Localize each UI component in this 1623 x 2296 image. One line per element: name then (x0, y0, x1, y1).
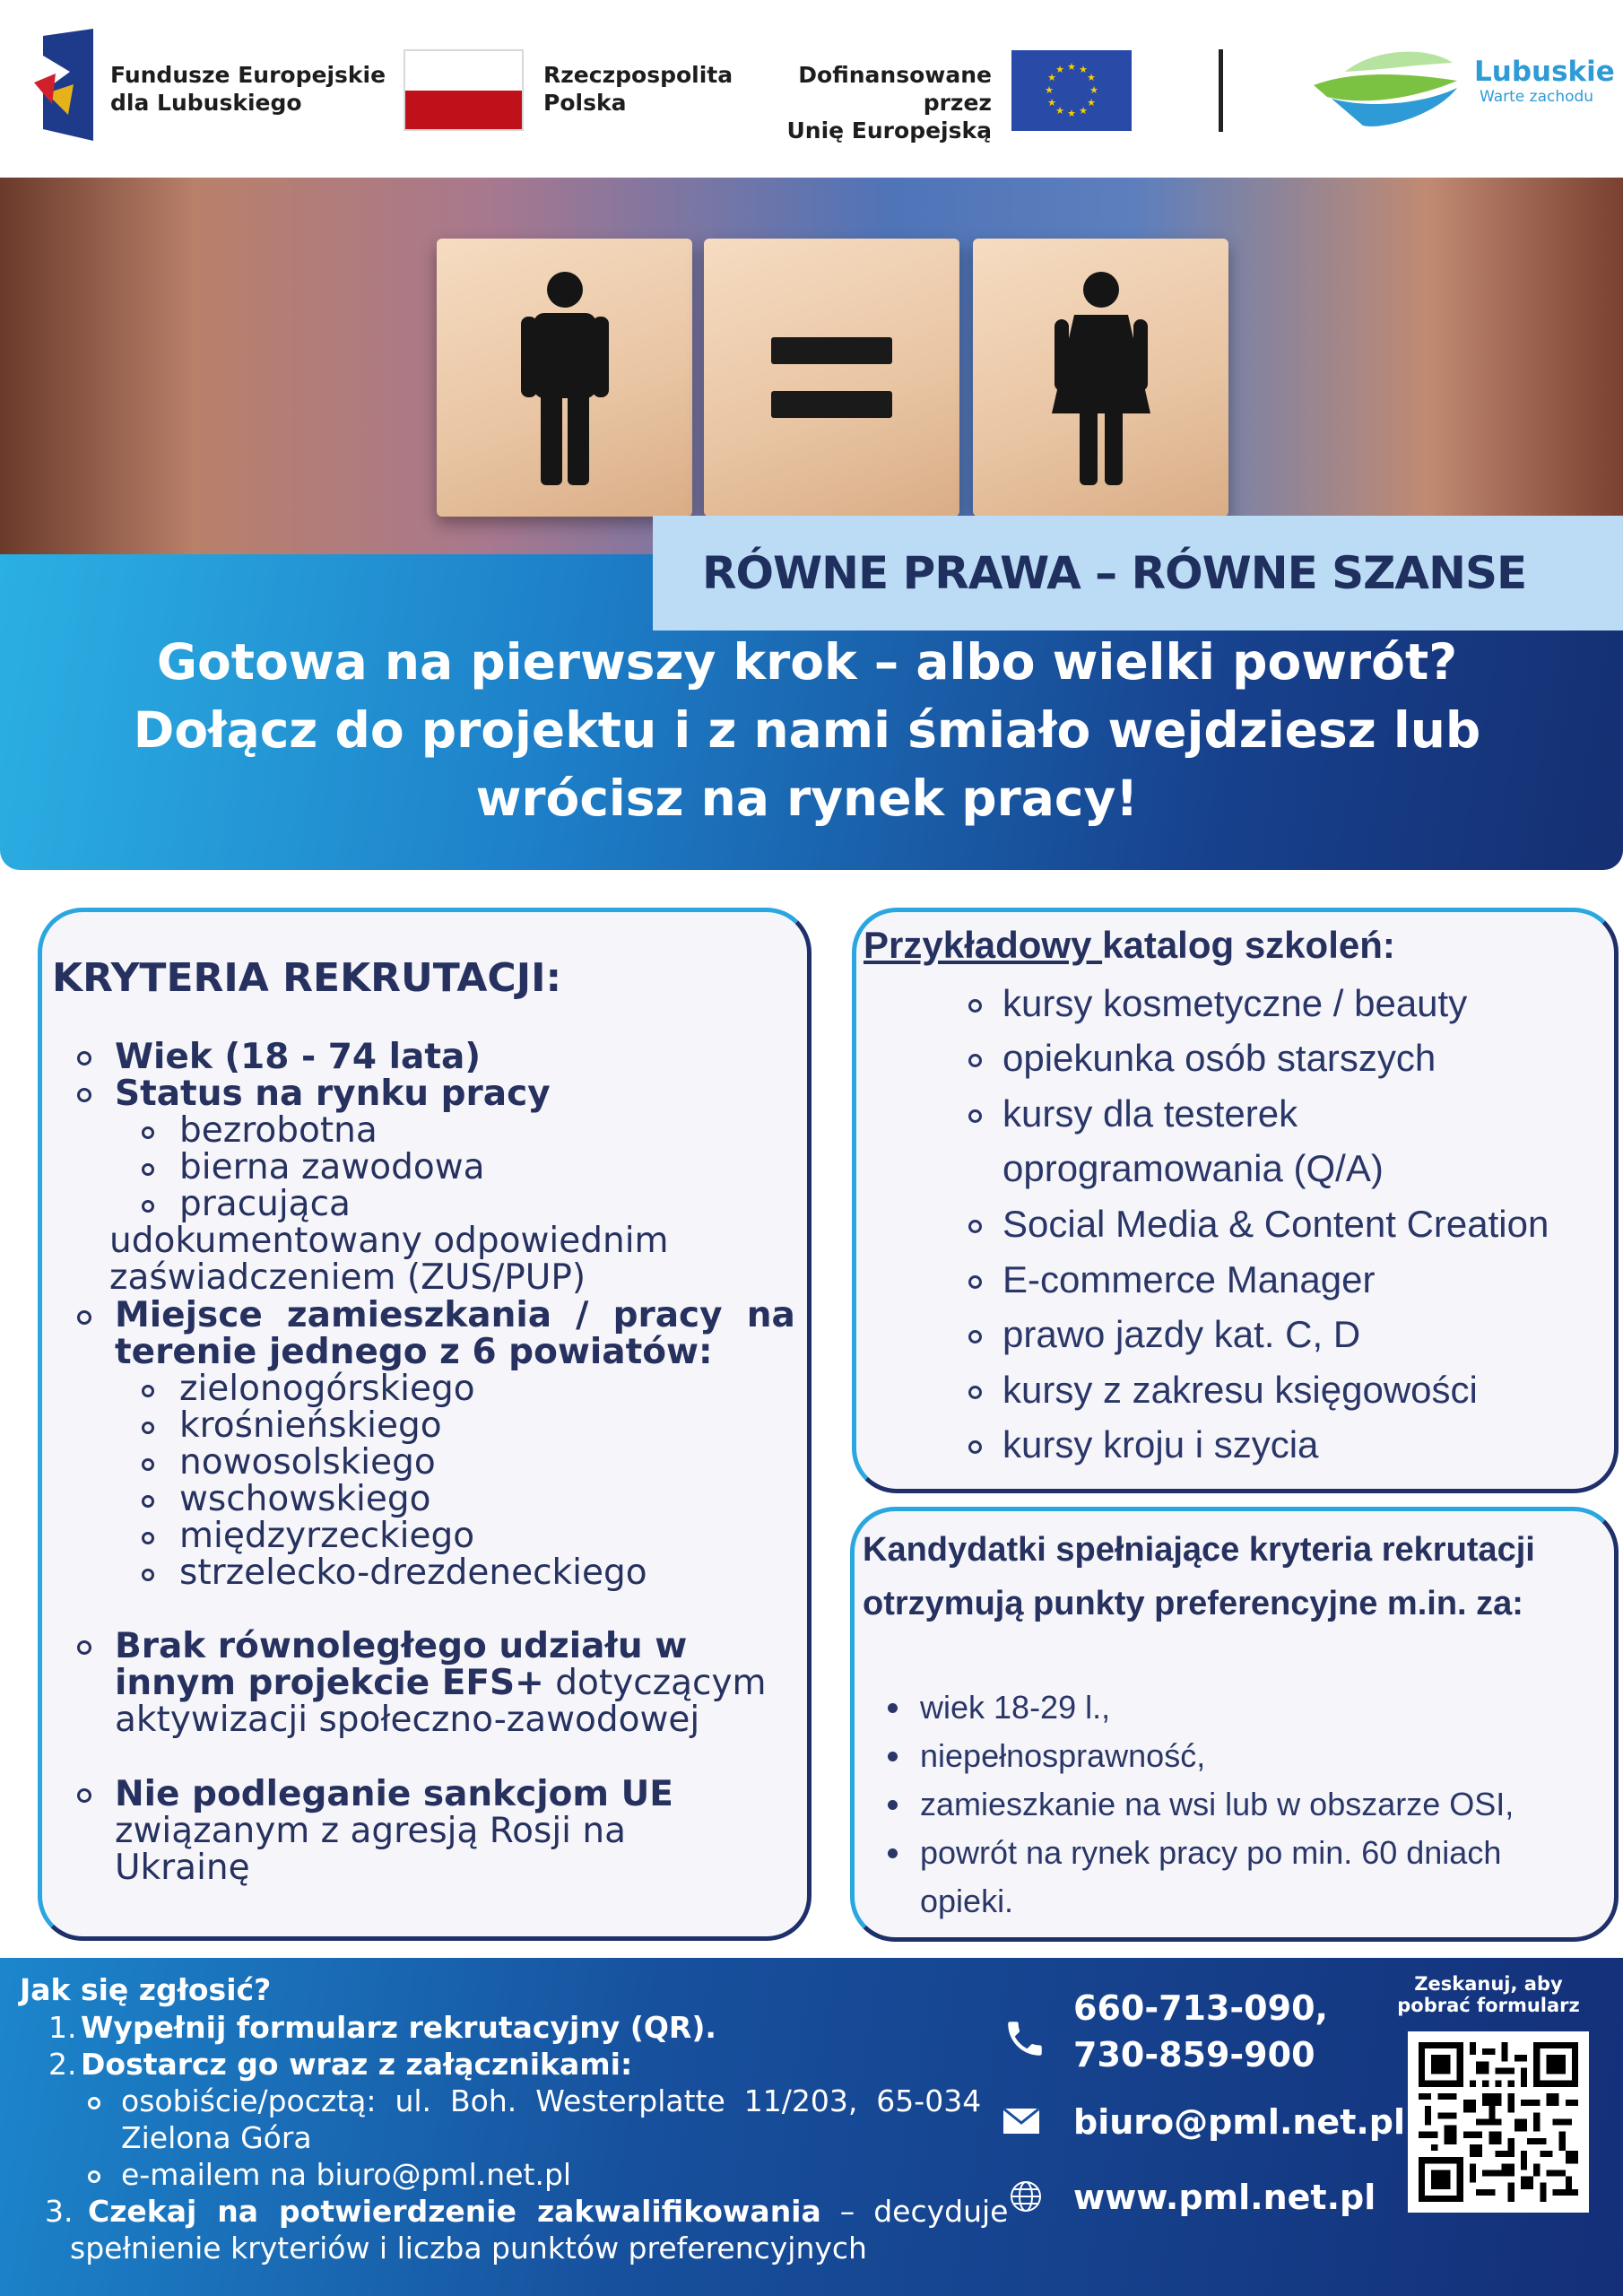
sub-bullet-icon (142, 1126, 154, 1139)
sub-bullet-icon (142, 1569, 154, 1581)
headline-line-3: wrócisz na rynek pracy! (475, 770, 1139, 827)
address: Zielona Góra (121, 2120, 312, 2155)
bullet-icon (888, 1848, 898, 1858)
district-item: wschowskiego (179, 1479, 431, 1519)
criteria-efs: Brak równoległego udziału w (115, 1626, 688, 1666)
lubuskie-name: Lubuskie (1474, 56, 1615, 88)
district-item: międzyrzeckiego (179, 1516, 475, 1556)
block-man (437, 239, 692, 517)
svg-text:★: ★ (1087, 72, 1096, 83)
bullet-icon (77, 1088, 91, 1102)
polish-flag-icon (404, 49, 524, 131)
man-icon (516, 270, 614, 485)
district-item: nowosolskiego (179, 1442, 436, 1483)
bullet-icon (77, 1310, 91, 1325)
sub-bullet-icon (142, 1532, 154, 1544)
phone-icon (1002, 2016, 1047, 2061)
training-item: prawo jazdy kat. C, D (1002, 1313, 1361, 1355)
criteria-place: terenie jednego z 6 powiatów: (115, 1332, 713, 1372)
lubuskie-tagline: Warte zachodu (1480, 88, 1594, 106)
preference-item: zamieszkanie na wsi lub w obszarze OSI, (920, 1786, 1515, 1822)
bullet-icon (968, 1054, 982, 1067)
step-2: Dostarcz go wraz z załącznikami: (81, 2047, 633, 2082)
svg-text:★: ★ (1067, 108, 1076, 119)
status-item: bezrobotna (179, 1110, 378, 1151)
bullet-icon (968, 1220, 982, 1233)
training-item: kursy kroju i szycia (1002, 1423, 1319, 1465)
eu-flag-icon (1011, 50, 1132, 131)
bullet-icon (77, 1051, 91, 1065)
training-item: kursy kosmetyczne / beauty (1002, 982, 1468, 1024)
sub-bullet-icon (142, 1200, 154, 1213)
status-note: zaświadczeniem (ZUS/PUP) (109, 1257, 586, 1298)
bullet-icon (968, 1330, 982, 1344)
svg-text:★: ★ (1045, 84, 1054, 96)
bullet-icon (968, 1275, 982, 1289)
criteria-sanction-line: Ukrainę (115, 1848, 250, 1888)
bullet-icon (888, 1800, 898, 1810)
criteria-efs-rest: dotyczącym (543, 1663, 767, 1703)
sub-bullet-icon (142, 1385, 154, 1397)
bullet-icon (77, 1640, 91, 1655)
district-item: strzelecko-drezdeneckiego (179, 1552, 647, 1593)
preference-item: opieki. (920, 1883, 1014, 1919)
headline-line-1: Gotowa na pierwszy krok – albo wielki powrót? (156, 633, 1458, 691)
svg-text:★: ★ (1067, 61, 1076, 73)
fe-logo-icon (34, 29, 95, 141)
bullet-icon (968, 1109, 982, 1123)
criteria-efs-line: aktywizacji społeczno-zawodowej (115, 1700, 700, 1740)
phone-2[interactable]: 730-859-900 (1073, 2035, 1315, 2074)
bullet-icon (888, 1703, 898, 1713)
bullet-icon (968, 999, 982, 1013)
woman-icon (1047, 270, 1155, 485)
svg-text:★: ★ (1079, 105, 1088, 117)
fe-logo-text: Fundusze Europejskie dla Lubuskiego (110, 62, 386, 116)
svg-text:★: ★ (1055, 64, 1064, 75)
logo-bar (0, 0, 1623, 175)
rp-logo-text: Rzeczpospolita Polska (543, 62, 733, 116)
block-woman (973, 239, 1228, 517)
equals-icon (771, 337, 892, 364)
globe-icon (1009, 2179, 1043, 2213)
criteria-status: Status na rynku pracy (115, 1074, 551, 1114)
sub-bullet-icon (142, 1163, 154, 1176)
preferences-title: Kandydatki spełniające kryteria rekrutacji otrzymują punkty preferencyjne m.in. za: (863, 1531, 1535, 1622)
status-item: pracująca (179, 1184, 351, 1224)
qr-code-icon (1419, 2042, 1578, 2202)
training-item: opiekunka osób starszych (1002, 1037, 1436, 1079)
criteria-title: KRYTERIA REKRUTACJI: (52, 955, 562, 1001)
sub-bullet-icon (142, 1458, 154, 1471)
email-instruction: e-mailem na biuro@pml.net.pl (121, 2157, 572, 2192)
svg-text:★: ★ (1087, 97, 1096, 109)
preference-item: wiek 18-29 l., (920, 1689, 1111, 1726)
training-item: kursy dla testerek (1002, 1092, 1298, 1135)
training-item: oprogramowania (Q/A) (1002, 1147, 1384, 1189)
criteria-sanction-line: związanym z agresją Rosji na (115, 1811, 627, 1851)
hero-image (0, 178, 1623, 554)
training-item: E-commerce Manager (1002, 1258, 1376, 1300)
website-link[interactable]: www.pml.net.pl (1073, 2178, 1376, 2217)
qr-code[interactable] (1408, 2031, 1589, 2213)
divider (1219, 49, 1223, 132)
headline (36, 628, 1578, 832)
address: osobiście/pocztą: ul. Boh. Westerplatte 11/203, 65-034 (121, 2083, 982, 2118)
preference-item: niepełnosprawność, (920, 1737, 1206, 1774)
sub-bullet-icon (88, 2097, 100, 2109)
equal-rights-banner: RÓWNE PRAWA – RÓWNE SZANSE (653, 516, 1623, 631)
email-link[interactable]: biuro@pml.net.pl (1073, 2102, 1406, 2142)
how-to-apply-title: Jak się zgłosić? (20, 1972, 272, 2007)
svg-text:★: ★ (1047, 97, 1056, 109)
svg-text:★: ★ (1089, 84, 1098, 96)
step-number: 2. (48, 2047, 77, 2082)
headline-line-2: Dołącz do projektu i z nami śmiało wejdziesz lub (133, 701, 1481, 759)
svg-text:★: ★ (1079, 64, 1088, 75)
training-item: Social Media & Content Creation (1002, 1203, 1549, 1245)
qr-label: Zeskanuj, aby pobrać formularz (1397, 1973, 1580, 2016)
district-item: zielonogórskiego (179, 1369, 475, 1409)
step-3-rest: – decyduje (820, 2194, 1009, 2229)
bullet-icon (968, 1386, 982, 1399)
svg-text:★: ★ (1055, 105, 1064, 117)
criteria-sanction: Nie podleganie sankcjom UE (115, 1774, 673, 1814)
district-item: krośnieńskiego (179, 1405, 442, 1446)
bullet-icon (888, 1752, 898, 1761)
step-number: 1. (48, 2010, 77, 2045)
sub-bullet-icon (88, 2170, 100, 2183)
step-number: 3. (45, 2194, 74, 2229)
step-3-detail: spełnienie kryteriów i liczba punktów preferencyjnych (70, 2231, 867, 2266)
preference-item: powrót na rynek pracy po min. 60 dniach (920, 1834, 1502, 1871)
mail-icon (1002, 2108, 1040, 2135)
sub-bullet-icon (142, 1422, 154, 1434)
training-item: kursy z zakresu księgowości (1002, 1369, 1478, 1411)
phone-1[interactable]: 660-713-090, (1073, 1988, 1328, 2028)
lubuskie-logo-icon (1309, 45, 1462, 135)
sub-bullet-icon (142, 1495, 154, 1508)
criteria-place: Miejsce zamieszkania / pracy na (115, 1295, 795, 1335)
block-equals (704, 239, 959, 517)
status-item: bierna zawodowa (179, 1147, 485, 1187)
bullet-icon (968, 1440, 982, 1454)
step-3: Czekaj na potwierdzenie zakwalifikowania (88, 2194, 821, 2229)
status-note: udokumentowany odpowiednim (109, 1221, 669, 1261)
trainings-title: Przykładowy katalog szkoleń: (864, 924, 1395, 966)
eu-cofinanced-text: Dofinansowane przez Unię Europejską (786, 62, 992, 144)
step-1: Wypełnij formularz rekrutacyjny (QR). (81, 2010, 716, 2045)
bullet-icon (77, 1788, 91, 1803)
criteria-age: Wiek (18 - 74 lata) (115, 1037, 482, 1077)
svg-text:★: ★ (1047, 72, 1056, 83)
criteria-efs: innym projekcie EFS+ (115, 1663, 544, 1703)
